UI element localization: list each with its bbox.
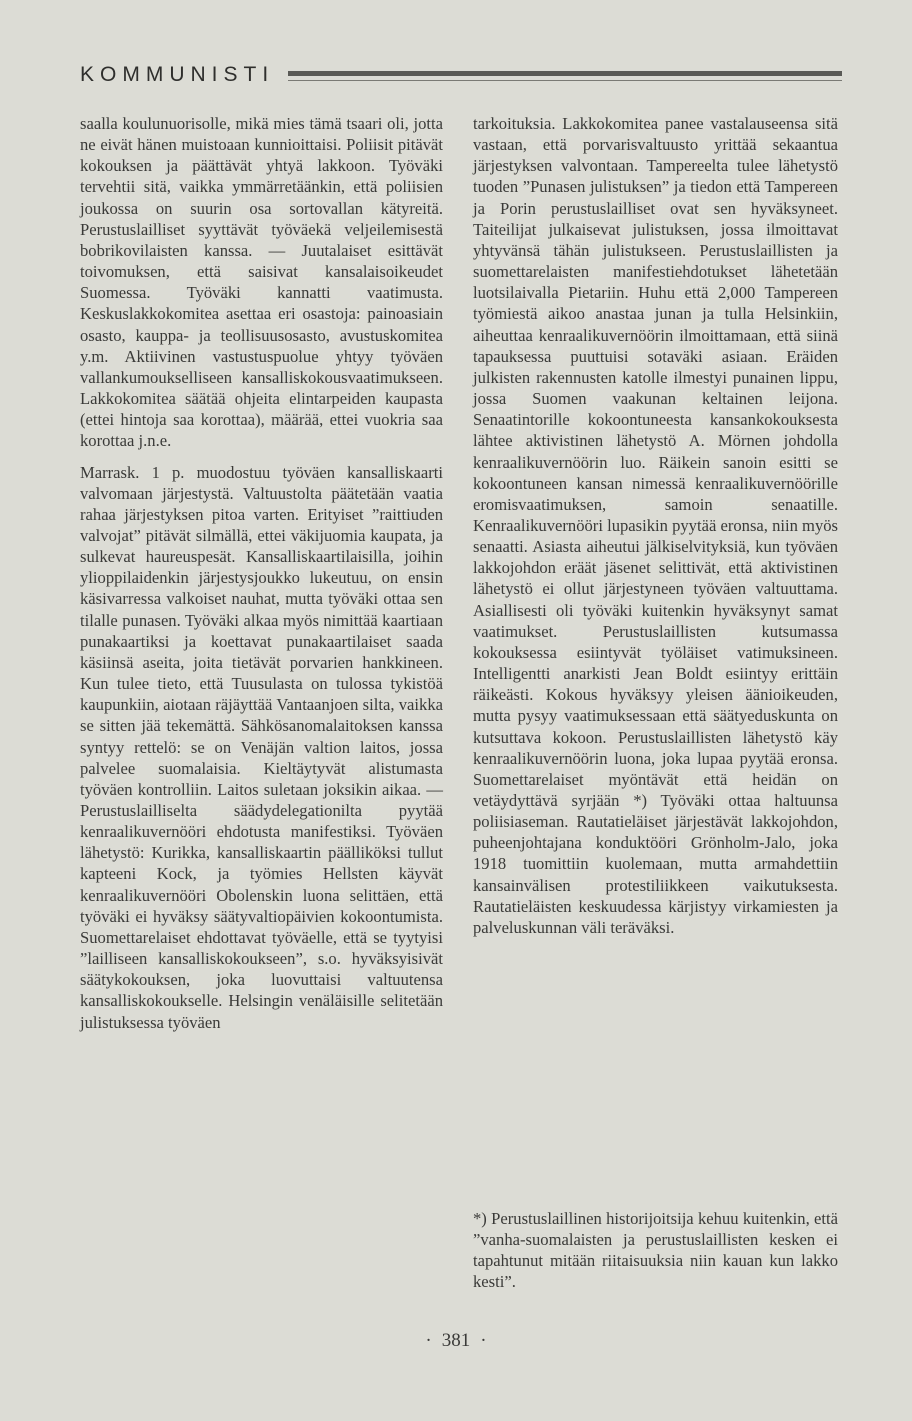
- header-rule: [288, 71, 842, 76]
- paragraph: Marrask. 1 p. muodostuu työväen kansalliskaarti valvomaan järjestystä. Valtuustolta päätetään vaatia rahaa järjestyksen pitoa varten. Erityiset ”raittiuden valvojat” pitävät silmällä, ettei väkijuomia kaupata, ja sulkevat haureuspesät. Kansalliskaartilaisilla, joihin ylioppilaidenkin järjestysjoukko lukeutuu, on ensin käsivarressa valkoiset nauhat, mutta työväki ottaa sen tilalle punasen. Työväki alkaa myös nimittää kaartiaan punakaartiksi ja koettavat punakaartilaiset saada käsiinsä aseita, joita tietävät porvarien hankkineen. Kun tulee tieto, että Tuusulasta on tulossa tykistöä kaupunkiin, aiotaan räjäyttää Vantaanjoen silta, vaikka se sitten jää tekemättä. Sähkösanomalaitoksen kanssa syntyy rettelö: se on Venäjän valtion laitos, jossa palvelee suomalaisia. Kieltäytyvät alistumasta työväen kontrolliin. Laitos suletaan joksikin aikaa. — Perustuslailliselta säädydelegationilta pyytää kenraalikuvernööri ehdotusta manifestiksi. Työväen lähetystö: Kurikka, kansalliskaartin päälliköksi tullut kapteeni Kock, ja työmies Hellsten käyvät kenraalikuvernööri Obolenskin luona selittäen, että työväki ei hyväksy säätyvaltiopäivien kokoontumista. Suomettarelaiset ehdottavat työväelle, että se tyytyisi ”lailliseen kansalliskokoukseen”, s.o. hyväksyisivät säätykokouksen, joka luovuttaisi valtuutensa kansalliskokoukselle. Helsingin venäläisille selitetään julistuksessa työväen: [80, 462, 443, 1032]
- page-number-line: [0, 1330, 912, 1352]
- footnote: *) Perustuslaillinen historijoitsija kehuu kuitenkin, että ”vanha-suomalaisten ja perustuslaillisten kesken ei tapahtunut mitään riitaisuuksia niin kauan kun lakko kesti”.: [473, 1209, 838, 1292]
- right-column: [473, 113, 838, 938]
- paragraph: saalla koulunuorisolle, mikä mies tämä tsaari oli, jotta ne eivät hänen muistoaan kunnioittaisi. Poliisit pitävät kokouksen ja päättävät yhtyä lakkoon. Työväki tervehtii sitä, vaikka ymmärretäänkin, että poliisien joukossa on suurin osa sortovallan kätyreitä. Perustuslailliset syyttävät työväekä veljeilemisestä bobrikovilaisten kanssa. — Juutalaiset esittävät toivomuksen, että saisivat kansalaisoikeudet Suomessa. Työväki kannatti vaatimusta. Keskuslakkokomitea asettaa eri osastoja: painoasiain osasto, kauppa- ja teollisuusosasto, avustuskomitea y.m. Aktiivinen vastustuspuolue yhtyy työväen vallankumoukselliseen kansalliskokousvaatimukseen. Lakkokomitea säätää ohjeita elintarpeiden kaupasta (ettei hintoja saa korottaa), määrää, ettei vuokria saa korottaa j.n.e.: [80, 114, 443, 451]
- journal-title: KOMMUNISTI: [80, 63, 275, 86]
- left-column: [80, 113, 443, 1033]
- page-number-dot-left: ·: [425, 1330, 432, 1351]
- header-rule-thin: [288, 80, 842, 81]
- paragraph: tarkoituksia. Lakkokomitea panee vastalauseensa sitä vastaan, että porvarisvaltuusto yrittää sekaantua järjestyksen valvontaan. Tampereelta tulee lähetystö tuoden ”Punasen julistuksen” ja tiedon että Tampereen ja Porin perustuslailliset ovat sen hyväksyneet. Taiteilijat julkaisevat julistuksen, jossa ilmoittavat yhtyvänsä tähän julistukseen. Perustuslaillisten ja suomettarelaisten manifestiehdotukset lähetetään luotsilaivalla Pietariin. Huhu että 2,000 Tampereen työmiestä aikoo anastaa junan ja tulla Helsinkiin, aiheuttaa kenraalikuvernöörin ilmoittamaan, että siinä tapauksessa puuttuisi sotaväki asiaan. Eräiden julkisten rakennusten katolle ilmestyi punainen lippu, jossa Suomen vaakunan keltainen leijona. Senaatintorille kokoontuneesta kansankokouksesta lähtee aktivistinen lähetystö A. Mörnen johdolla kenraalikuvernöörin luo. Räikein sanoin esitti se kokoontuneen kansan nimessä kenraalikuvernöörille eromisvaatimuksen, samoin senaatille. Kenraalikuvernööri lupasikin pyytää eronsa, niin myös senaatti. Asiasta aiheutui jälkiselvityksiä, kun työväen lakkojohdon eräät jäsenet selittivät, että aktivistinen lähetystö ei ollut järjestyneen työväen valtuuttama. Asiallisesti oli työväki kuitenkin hyväksynyt samat vaatimukset. Perustuslaillisten kutsumassa kokouksessa esiintyvät työläiset vatimuksineen. Intelligentti anarkisti Jean Boldt esiintyy erittäin räikeästi. Kokous hyväksyy yleisen äänioikeuden, mutta pysyy vaatimuksessaan että säätyeduskunta on kutsuttava kokoon. Perustuslaillisten lähetystö käy kenraalikuvernöörin luona, joka lupaa pyytää eronsa. Suomettarelaiset myöntävät että heidän on vetäydyttävä syrjään *) Työväki ottaa haltuunsa poliisiaseman. Rautatieläiset järjestävät lakkojohdon, puheenjohtajana konduktööri Grönholm-Jalo, joka 1918 tuomittiin kuolemaan, mutta armahdettiin kansainvälisen protestiliikkeen vaikutuksesta. Rautatieläisten keskuudessa kärjistyy virkamiesten ja palveluskunnan väli teräväksi.: [473, 114, 838, 937]
- running-header: [80, 60, 842, 96]
- page-number: 381: [441, 1330, 471, 1351]
- page-number-dot-right: ·: [480, 1330, 487, 1351]
